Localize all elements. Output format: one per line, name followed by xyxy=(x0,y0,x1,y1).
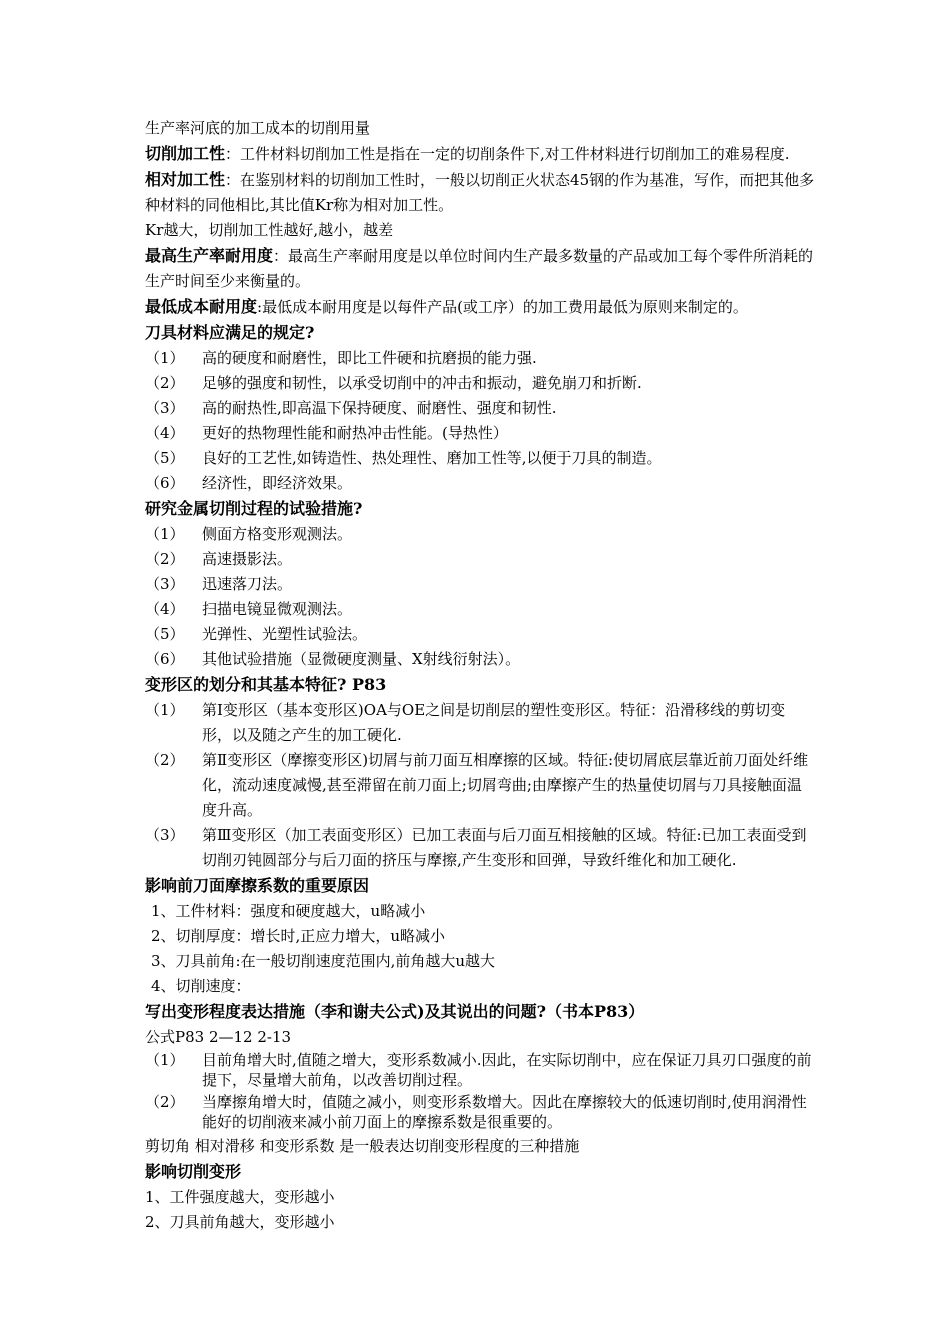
list-number: （5） xyxy=(145,625,185,643)
list-text: 经济性，即经济效果。 xyxy=(202,474,353,492)
definition-term: 最低成本耐用度 xyxy=(145,297,258,316)
definition-separator: : xyxy=(257,298,263,316)
list-text: 足够的强度和韧性，以承受切削中的冲击和振动，避免崩刀和折断. xyxy=(202,374,642,392)
formula-summary: 剪切角 相对滑移 和变形系数 是一般表达切削变形程度的三种措施 xyxy=(145,1137,580,1155)
definition-term: 相对加工性 xyxy=(145,170,226,189)
list-item: 1、工件强度越大，变形越小 xyxy=(145,1188,335,1206)
list-item xyxy=(145,522,815,547)
list-text: 第Ⅱ变形区（摩擦变形区)切屑与前刀面互相摩擦的区域。特征:使切屑底层靠近前刀面处纤维化，流动速度减慢,甚至滞留在前刀面上;切屑弯曲;由摩擦产生的热量使切屑与刀具接触面温度升高。 xyxy=(202,751,809,819)
list-item xyxy=(145,471,815,496)
definition-relative-machinability xyxy=(145,167,815,218)
list-item: 1、工件材料：强度和硬度越大，u略减小 xyxy=(151,902,426,920)
list-deformation-zones xyxy=(145,698,815,873)
list-deformation-factors xyxy=(145,1185,815,1235)
list-number: （2） xyxy=(145,751,185,769)
list-item xyxy=(145,597,815,622)
list-number: （2） xyxy=(145,1093,185,1111)
list-text: 当摩擦角增大时，值随之减小，则变形系数增大。因此在摩擦较大的低速切削时,使用润滑性能好的切削液来减小前刀面上的摩擦系数是很重要的。 xyxy=(202,1093,807,1131)
list-item xyxy=(145,371,815,396)
list-item xyxy=(145,547,815,572)
section-heading-deformation-zones: 变形区的划分和其基本特征? P83 xyxy=(145,675,387,694)
list-number: （4） xyxy=(145,424,185,442)
list-number: （3） xyxy=(145,575,185,593)
list-item xyxy=(145,622,815,647)
definition-separator: ： xyxy=(225,145,241,163)
list-number: （1） xyxy=(145,701,185,719)
list-text: 扫描电镜显微观测法。 xyxy=(202,600,353,618)
intro-line: 生产率河底的加工成本的切削用量 xyxy=(145,119,371,137)
definition-separator: ： xyxy=(273,247,289,265)
definition-separator: ： xyxy=(225,171,241,189)
list-text: 第Ⅲ变形区（加工表面变形区）已加工表面与后刀面互相接触的区域。特征:已加工表面受到切削刃钝圆部分与后刀面的挤压与摩擦,产生变形和回弹，导致纤维化和加工硬化. xyxy=(202,826,807,869)
list-number: （2） xyxy=(145,550,185,568)
list-item xyxy=(145,1092,815,1132)
list-item: 3、刀具前角:在一般切削速度范围内,前角越大u越大 xyxy=(151,952,496,970)
list-text: 高速摄影法。 xyxy=(202,550,293,568)
list-text: 良好的工艺性,如铸造性、热处理性、磨加工性等,以便于刀具的制造。 xyxy=(202,449,662,467)
list-number: （5） xyxy=(145,449,185,467)
list-number: （1） xyxy=(145,1051,185,1069)
list-item xyxy=(145,446,815,471)
list-item xyxy=(145,396,815,421)
list-item xyxy=(145,748,815,823)
list-item xyxy=(145,421,815,446)
section-heading-deformation-formula: 写出变形程度表达措施（李和谢夫公式)及其说出的问题?（书本P83） xyxy=(145,1002,645,1021)
list-number: （3） xyxy=(145,826,185,844)
list-number: （1） xyxy=(145,525,185,543)
list-number: （4） xyxy=(145,600,185,618)
list-item xyxy=(145,572,815,597)
definition-term: 切削加工性 xyxy=(145,144,226,163)
list-item: 4、切削速度： xyxy=(151,977,251,995)
list-text: 目前角增大时,值随之增大，变形系数减小.因此，在实际切削中，应在保证刀具刃口强度的前提下，尽量增大前角，以改善切削过程。 xyxy=(202,1051,812,1089)
list-text: 侧面方格变形观测法。 xyxy=(202,525,353,543)
list-text: 第Ⅰ变形区（基本变形区)OA与OE之间是切削层的塑性变形区。特征：沿滑移线的剪切变形，以及随之产生的加工硬化. xyxy=(202,701,786,744)
list-item xyxy=(145,346,815,371)
definition-machinability xyxy=(145,141,815,167)
definition-text: 在鉴别材料的切削加工性时，一般以切削正火状态45钢的作为基准，写作，而把其他多种材料的同他相比,其比值Kr称为相对加工性。 xyxy=(145,171,815,214)
list-item: 2、刀具前角越大，变形越小 xyxy=(145,1213,335,1231)
list-text: 其他试验措施（显微硬度测量、X射线衍射法）。 xyxy=(202,650,521,668)
list-text: 高的耐热性,即高温下保持硬度、耐磨性、强度和韧性. xyxy=(202,399,557,417)
definition-text: 最高生产率耐用度是以单位时间内生产最多数量的产品或加工每个零件所消耗的生产时间至少来衡量的。 xyxy=(145,247,814,290)
list-text: 更好的热物理性能和耐热冲击性能。(导热性） xyxy=(202,424,508,442)
kr-note: Kr越大，切削加工性越好,越小，越差 xyxy=(145,221,394,239)
section-heading-research-methods: 研究金属切削过程的试验措施? xyxy=(145,499,363,518)
formula-reference: 公式P83 2—12 2-13 xyxy=(145,1028,292,1046)
list-number: （6） xyxy=(145,650,185,668)
list-item xyxy=(145,823,815,873)
list-text: 光弹性、光塑性试验法。 xyxy=(202,625,368,643)
list-item: 2、切削厚度：增长时,正应力增大，u略减小 xyxy=(151,927,445,945)
list-item xyxy=(145,647,815,672)
definition-term: 最高生产率耐用度 xyxy=(145,246,274,265)
section-heading-friction-factors: 影响前刀面摩擦系数的重要原因 xyxy=(145,876,370,895)
list-number: （1） xyxy=(145,349,185,367)
list-number: （3） xyxy=(145,399,185,417)
list-number: （6） xyxy=(145,474,185,492)
definition-text: 工件材料切削加工性是指在一定的切削条件下,对工件材料进行切削加工的难易程度. xyxy=(240,145,790,163)
definition-text: 最低成本耐用度是以每件产品(或工序）的加工费用最低为原则来制定的。 xyxy=(262,298,748,316)
list-tool-material xyxy=(145,346,815,496)
list-number: （2） xyxy=(145,374,185,392)
list-text: 迅速落刀法。 xyxy=(202,575,293,593)
list-text: 高的硬度和耐磨性，即比工件硬和抗磨损的能力强. xyxy=(202,349,537,367)
section-heading-deformation-factors: 影响切削变形 xyxy=(145,1162,242,1181)
list-item xyxy=(145,698,815,748)
definition-max-productivity-life xyxy=(145,243,815,294)
section-heading-tool-material: 刀具材料应满足的规定? xyxy=(145,323,315,342)
definition-min-cost-life xyxy=(145,294,815,320)
document-page xyxy=(145,116,815,1235)
list-friction-factors xyxy=(145,899,815,999)
list-item xyxy=(145,1050,815,1090)
list-formula-conclusions xyxy=(145,1050,815,1132)
list-research-methods xyxy=(145,522,815,672)
